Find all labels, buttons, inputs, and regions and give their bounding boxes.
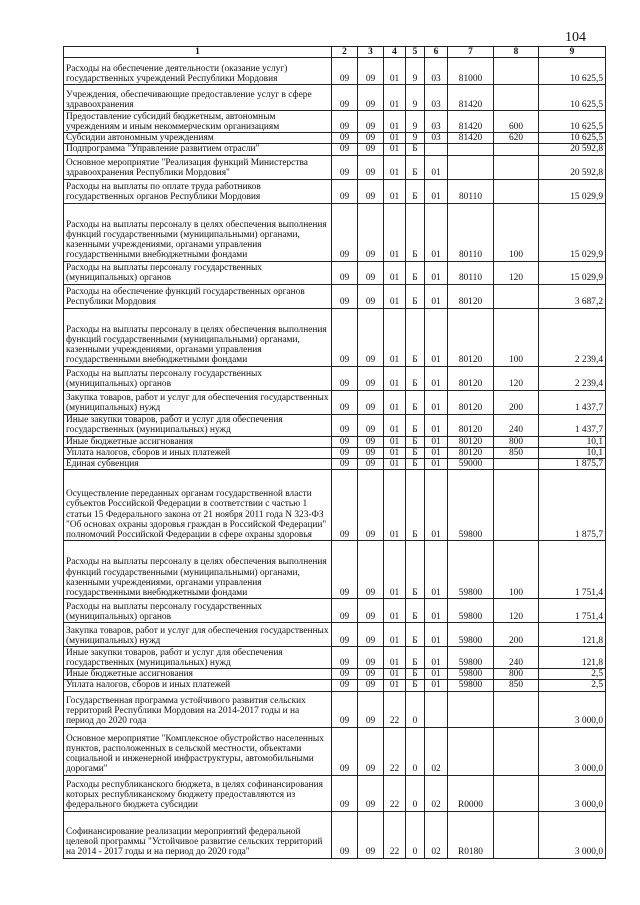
column-header-6: 6	[425, 47, 448, 58]
table-row	[64, 647, 606, 669]
row-ministry-code: 09	[332, 647, 358, 669]
row-section: 09	[358, 727, 384, 775]
row-direction: 80120	[448, 366, 494, 390]
row-program: 01	[384, 390, 406, 414]
row-direction	[448, 691, 494, 727]
table-row	[64, 58, 606, 85]
row-ministry-code: 09	[332, 390, 358, 414]
row-amount: 10 625,5	[539, 111, 606, 133]
row-subprogram: 9	[406, 133, 425, 144]
table-row	[64, 390, 606, 414]
row-amount: 1 751,4	[539, 541, 606, 599]
row-subprogram: 9	[406, 85, 425, 111]
row-activity: 01	[425, 308, 448, 366]
row-program: 01	[384, 470, 406, 541]
table-row	[64, 623, 606, 647]
table-row	[64, 775, 606, 811]
row-expense-type: 120	[494, 599, 539, 623]
row-section: 09	[358, 623, 384, 647]
row-description: Иные закупки товаров, работ и услуг для обеспечения государственных (муниципальных) нужд	[64, 647, 332, 669]
row-ministry-code: 09	[332, 284, 358, 308]
row-ministry-code: 09	[332, 459, 358, 470]
row-ministry-code: 09	[332, 623, 358, 647]
table-row	[64, 727, 606, 775]
row-expense-type: 600	[494, 111, 539, 133]
row-program: 01	[384, 133, 406, 144]
row-expense-type	[494, 459, 539, 470]
row-expense-type	[494, 727, 539, 775]
column-header-3: 3	[358, 47, 384, 58]
row-amount: 1 875,7	[539, 470, 606, 541]
row-amount: 3 000,0	[539, 775, 606, 811]
row-expense-type	[494, 58, 539, 85]
row-expense-type: 240	[494, 414, 539, 436]
row-amount: 2,5	[539, 669, 606, 680]
row-subprogram: Б	[406, 459, 425, 470]
row-section: 09	[358, 541, 384, 599]
row-subprogram: Б	[406, 155, 425, 179]
row-expense-type	[494, 155, 539, 179]
row-activity: 01	[425, 436, 448, 447]
table-row	[64, 470, 606, 541]
row-expense-type	[494, 775, 539, 811]
table-row	[64, 85, 606, 111]
row-ministry-code: 09	[332, 541, 358, 599]
row-activity: 02	[425, 775, 448, 811]
row-section: 09	[358, 647, 384, 669]
row-direction	[448, 727, 494, 775]
row-program: 22	[384, 811, 406, 858]
table-row	[64, 144, 606, 155]
table-row	[64, 541, 606, 599]
row-program: 22	[384, 691, 406, 727]
row-description: Основное мероприятие "Комплексное обустройство населенных пунктов, расположенных в сельской местности, объектами социальной и инженерной инфраструктуры, автомобильными дорогами"	[64, 727, 332, 775]
row-section: 09	[358, 775, 384, 811]
row-subprogram: Б	[406, 669, 425, 680]
row-description: Единая субвенция	[64, 459, 332, 470]
column-header-7: 7	[448, 47, 494, 58]
row-description: Расходы на обеспечение функций государственных органов Республики Мордовия	[64, 284, 332, 308]
row-subprogram: Б	[406, 436, 425, 447]
row-subprogram: 0	[406, 727, 425, 775]
row-expense-type	[494, 470, 539, 541]
table-row	[64, 691, 606, 727]
row-amount: 2 239,4	[539, 308, 606, 366]
row-direction	[448, 144, 494, 155]
row-direction: 80120	[448, 308, 494, 366]
row-section: 09	[358, 58, 384, 85]
table-row	[64, 366, 606, 390]
column-header-4: 4	[384, 47, 406, 58]
row-description: Осуществление переданных органам государственной власти субъектов Российской Федерации в соответствии с частью 1 статьи 15 Федерального закона от 21 ноября 2011 года N 323-ФЗ "Об основах охраны здоровья граждан в Российской Федерации" полномочий Российской Федерации в сфере охраны здоровья	[64, 470, 332, 541]
row-ministry-code: 09	[332, 599, 358, 623]
table-row	[64, 155, 606, 179]
row-subprogram: Б	[406, 470, 425, 541]
row-description: Расходы на выплаты персоналу государственных (муниципальных) органов	[64, 261, 332, 284]
row-ministry-code: 09	[332, 58, 358, 85]
row-activity: 03	[425, 133, 448, 144]
row-amount: 10 625,5	[539, 85, 606, 111]
row-subprogram: 0	[406, 811, 425, 858]
row-direction: 59800	[448, 647, 494, 669]
row-program: 01	[384, 459, 406, 470]
row-activity: 01	[425, 623, 448, 647]
row-subprogram: Б	[406, 647, 425, 669]
row-description: Расходы на выплаты персоналу государственных (муниципальных) органов	[64, 366, 332, 390]
row-direction: 80120	[448, 436, 494, 447]
row-program: 01	[384, 599, 406, 623]
row-amount: 1 437,7	[539, 390, 606, 414]
row-activity: 03	[425, 111, 448, 133]
row-subprogram: Б	[406, 144, 425, 155]
row-program: 01	[384, 414, 406, 436]
row-activity	[425, 144, 448, 155]
row-description: Субсидии автономным учреждениям	[64, 133, 332, 144]
row-amount: 15 029,9	[539, 203, 606, 261]
row-amount: 10,1	[539, 447, 606, 458]
row-ministry-code: 09	[332, 436, 358, 447]
row-description: Подпрограмма "Управление развитием отрасли"	[64, 144, 332, 155]
row-ministry-code: 09	[332, 414, 358, 436]
row-amount: 15 029,9	[539, 261, 606, 284]
row-section: 09	[358, 203, 384, 261]
row-direction: 81420	[448, 85, 494, 111]
row-activity: 01	[425, 680, 448, 691]
row-section: 09	[358, 470, 384, 541]
column-header-9: 9	[539, 47, 606, 58]
row-direction: 59800	[448, 623, 494, 647]
row-activity: 02	[425, 727, 448, 775]
row-activity: 01	[425, 470, 448, 541]
row-ministry-code: 09	[332, 691, 358, 727]
row-section: 09	[358, 179, 384, 203]
row-amount: 10 625,5	[539, 58, 606, 85]
row-program: 01	[384, 436, 406, 447]
row-ministry-code: 09	[332, 680, 358, 691]
row-section: 09	[358, 111, 384, 133]
row-expense-type: 120	[494, 261, 539, 284]
row-expense-type	[494, 85, 539, 111]
row-activity: 02	[425, 811, 448, 858]
row-expense-type	[494, 179, 539, 203]
row-section: 09	[358, 414, 384, 436]
row-direction: R0180	[448, 811, 494, 858]
row-section: 09	[358, 669, 384, 680]
column-header-8: 8	[494, 47, 539, 58]
row-expense-type: 120	[494, 366, 539, 390]
row-section: 09	[358, 85, 384, 111]
table-row	[64, 669, 606, 680]
row-section: 09	[358, 366, 384, 390]
row-amount: 121,8	[539, 647, 606, 669]
row-program: 01	[384, 144, 406, 155]
row-direction: 80110	[448, 179, 494, 203]
row-ministry-code: 09	[332, 133, 358, 144]
row-program: 01	[384, 680, 406, 691]
row-program: 01	[384, 647, 406, 669]
row-section: 09	[358, 155, 384, 179]
row-direction: 80120	[448, 390, 494, 414]
row-ministry-code: 09	[332, 155, 358, 179]
row-ministry-code: 09	[332, 811, 358, 858]
column-header-2: 2	[332, 47, 358, 58]
row-expense-type: 800	[494, 669, 539, 680]
row-section: 09	[358, 436, 384, 447]
row-subprogram: 0	[406, 775, 425, 811]
row-ministry-code: 09	[332, 111, 358, 133]
row-description: Иные бюджетные ассигнования	[64, 436, 332, 447]
row-description: Закупка товаров, работ и услуг для обеспечения государственных (муниципальных) нужд	[64, 390, 332, 414]
row-activity	[425, 691, 448, 727]
row-section: 09	[358, 459, 384, 470]
table-row	[64, 261, 606, 284]
row-expense-type: 850	[494, 447, 539, 458]
row-activity: 01	[425, 203, 448, 261]
row-amount: 3 000,0	[539, 727, 606, 775]
row-expense-type: 240	[494, 647, 539, 669]
row-expense-type: 850	[494, 680, 539, 691]
row-direction: 80110	[448, 261, 494, 284]
row-direction: 59800	[448, 541, 494, 599]
row-activity: 01	[425, 647, 448, 669]
row-expense-type	[494, 284, 539, 308]
row-program: 01	[384, 669, 406, 680]
row-program: 01	[384, 58, 406, 85]
row-activity: 01	[425, 155, 448, 179]
row-activity: 01	[425, 179, 448, 203]
row-expense-type	[494, 691, 539, 727]
row-program: 01	[384, 447, 406, 458]
row-direction: 59000	[448, 459, 494, 470]
row-activity: 01	[425, 599, 448, 623]
row-description: Уплата налогов, сборов и иных платежей	[64, 447, 332, 458]
row-subprogram: Б	[406, 284, 425, 308]
row-amount: 20 592,8	[539, 144, 606, 155]
row-section: 09	[358, 144, 384, 155]
row-section: 09	[358, 308, 384, 366]
row-direction: 80120	[448, 447, 494, 458]
row-direction: 80110	[448, 203, 494, 261]
row-description: Иные бюджетные ассигнования	[64, 669, 332, 680]
row-direction: 80120	[448, 284, 494, 308]
row-amount: 2,5	[539, 680, 606, 691]
row-description: Расходы на обеспечение деятельности (оказание услуг) государственных учреждений Республики Мордовия	[64, 58, 332, 85]
row-activity: 01	[425, 669, 448, 680]
row-activity: 03	[425, 85, 448, 111]
row-program: 01	[384, 111, 406, 133]
row-amount: 1 751,4	[539, 599, 606, 623]
row-amount: 121,8	[539, 623, 606, 647]
row-expense-type: 100	[494, 203, 539, 261]
row-program: 01	[384, 179, 406, 203]
row-subprogram: Б	[406, 308, 425, 366]
row-ministry-code: 09	[332, 775, 358, 811]
row-direction: 81420	[448, 133, 494, 144]
row-amount: 1 875,7	[539, 459, 606, 470]
row-description: Расходы на выплаты персоналу в целях обеспечения выполнения функций государственными (муниципальными) органами, казенными учреждениями, органами управления государственными внебюджетными фондами	[64, 541, 332, 599]
table-row	[64, 447, 606, 458]
row-program: 01	[384, 366, 406, 390]
row-description: Предоставление субсидий бюджетным, автономным учреждениям и иным некоммерческим организациям	[64, 111, 332, 133]
row-direction: 81000	[448, 58, 494, 85]
row-expense-type: 200	[494, 623, 539, 647]
row-description: Расходы на выплаты персоналу в целях обеспечения выполнения функций государственными (муниципальными) органами, казенными учреждениями, органами управления государственными внебюджетными фондами	[64, 308, 332, 366]
row-amount: 10,1	[539, 436, 606, 447]
row-expense-type	[494, 144, 539, 155]
header-row	[64, 47, 606, 58]
row-program: 01	[384, 284, 406, 308]
row-subprogram: Б	[406, 599, 425, 623]
row-description: Уплата налогов, сборов и иных платежей	[64, 680, 332, 691]
row-subprogram: Б	[406, 261, 425, 284]
row-subprogram: Б	[406, 179, 425, 203]
table-row	[64, 414, 606, 436]
row-direction: 80120	[448, 414, 494, 436]
row-amount: 1 437,7	[539, 414, 606, 436]
row-subprogram: Б	[406, 680, 425, 691]
row-ministry-code: 09	[332, 470, 358, 541]
row-subprogram: Б	[406, 447, 425, 458]
row-ministry-code: 09	[332, 669, 358, 680]
row-direction: 59800	[448, 470, 494, 541]
row-amount: 20 592,8	[539, 155, 606, 179]
row-activity: 01	[425, 414, 448, 436]
row-program: 01	[384, 541, 406, 599]
row-description: Расходы республиканского бюджета, в целях софинансирования которых республиканскому бюджету предоставляются из федерального бюджета субсидии	[64, 775, 332, 811]
row-description: Расходы на выплаты по оплате труда работников государственных органов Республики Мордовия	[64, 179, 332, 203]
row-section: 09	[358, 261, 384, 284]
row-direction: 59800	[448, 599, 494, 623]
row-direction: 59800	[448, 680, 494, 691]
table-row	[64, 111, 606, 133]
row-ministry-code: 09	[332, 261, 358, 284]
table-row	[64, 284, 606, 308]
row-activity: 01	[425, 390, 448, 414]
row-program: 01	[384, 85, 406, 111]
column-header-1: 1	[64, 47, 332, 58]
row-ministry-code: 09	[332, 144, 358, 155]
table-body	[64, 58, 606, 858]
row-amount: 10 625,5	[539, 133, 606, 144]
row-ministry-code: 09	[332, 179, 358, 203]
row-activity: 01	[425, 447, 448, 458]
row-subprogram: Б	[406, 203, 425, 261]
row-amount: 3 000,0	[539, 691, 606, 727]
table-row	[64, 436, 606, 447]
row-subprogram: Б	[406, 390, 425, 414]
row-description: Основное мероприятие "Реализация функций Министерства здравоохранения Республики Мордовия"	[64, 155, 332, 179]
row-ministry-code: 09	[332, 447, 358, 458]
row-description: Государственная программа устойчивого развития сельских территорий Республики Мордовия на 2014-2017 годы и на период до 2020 года	[64, 691, 332, 727]
row-description: Софинансирование реализации мероприятий федеральной целевой программы "Устойчивое развитие сельских территорий на 2014 - 2017 годы и на период до 2020 года"	[64, 811, 332, 858]
row-activity: 01	[425, 284, 448, 308]
row-program: 01	[384, 155, 406, 179]
row-subprogram: 9	[406, 58, 425, 85]
table-row	[64, 203, 606, 261]
row-expense-type: 800	[494, 436, 539, 447]
row-section: 09	[358, 390, 384, 414]
row-section: 09	[358, 811, 384, 858]
row-activity: 01	[425, 459, 448, 470]
row-amount: 2 239,4	[539, 366, 606, 390]
row-section: 09	[358, 133, 384, 144]
row-description: Учреждения, обеспечивающие предоставление услуг в сфере здравоохранения	[64, 85, 332, 111]
table-row	[64, 680, 606, 691]
column-header-5: 5	[406, 47, 425, 58]
row-direction	[448, 155, 494, 179]
row-expense-type: 200	[494, 390, 539, 414]
row-expense-type	[494, 811, 539, 858]
row-description: Иные закупки товаров, работ и услуг для обеспечения государственных (муниципальных) нужд	[64, 414, 332, 436]
budget-table	[63, 46, 606, 859]
row-ministry-code: 09	[332, 203, 358, 261]
table-row	[64, 459, 606, 470]
row-subprogram: Б	[406, 541, 425, 599]
row-subprogram: Б	[406, 414, 425, 436]
row-activity: 03	[425, 58, 448, 85]
row-subprogram: Б	[406, 623, 425, 647]
row-expense-type: 100	[494, 308, 539, 366]
row-ministry-code: 09	[332, 85, 358, 111]
row-program: 01	[384, 261, 406, 284]
row-description: Расходы на выплаты персоналу государственных (муниципальных) органов	[64, 599, 332, 623]
row-program: 01	[384, 203, 406, 261]
row-section: 09	[358, 599, 384, 623]
row-amount: 15 029,9	[539, 179, 606, 203]
row-expense-type: 620	[494, 133, 539, 144]
row-ministry-code: 09	[332, 308, 358, 366]
row-section: 09	[358, 447, 384, 458]
row-section: 09	[358, 680, 384, 691]
row-amount: 3 687,2	[539, 284, 606, 308]
row-subprogram: Б	[406, 366, 425, 390]
row-direction: R0000	[448, 775, 494, 811]
row-activity: 01	[425, 261, 448, 284]
page-number: 104	[565, 30, 586, 45]
row-ministry-code: 09	[332, 727, 358, 775]
row-expense-type: 100	[494, 541, 539, 599]
table-row	[64, 599, 606, 623]
table-row	[64, 308, 606, 366]
row-program: 22	[384, 775, 406, 811]
row-program: 01	[384, 623, 406, 647]
row-activity: 01	[425, 366, 448, 390]
table-row	[64, 179, 606, 203]
row-description: Закупка товаров, работ и услуг для обеспечения государственных (муниципальных) нужд	[64, 623, 332, 647]
row-direction: 81420	[448, 111, 494, 133]
table-row	[64, 133, 606, 144]
row-activity: 01	[425, 541, 448, 599]
row-ministry-code: 09	[332, 366, 358, 390]
row-section: 09	[358, 284, 384, 308]
row-section: 09	[358, 691, 384, 727]
row-description: Расходы на выплаты персоналу в целях обеспечения выполнения функций государственными (муниципальными) органами, казенными учреждениями, органами управления государственными внебюджетными фондами	[64, 203, 332, 261]
row-subprogram: 9	[406, 111, 425, 133]
row-program: 22	[384, 727, 406, 775]
row-direction: 59800	[448, 669, 494, 680]
row-program: 01	[384, 308, 406, 366]
row-amount: 3 000,0	[539, 811, 606, 858]
row-subprogram: 0	[406, 691, 425, 727]
table-row	[64, 811, 606, 858]
